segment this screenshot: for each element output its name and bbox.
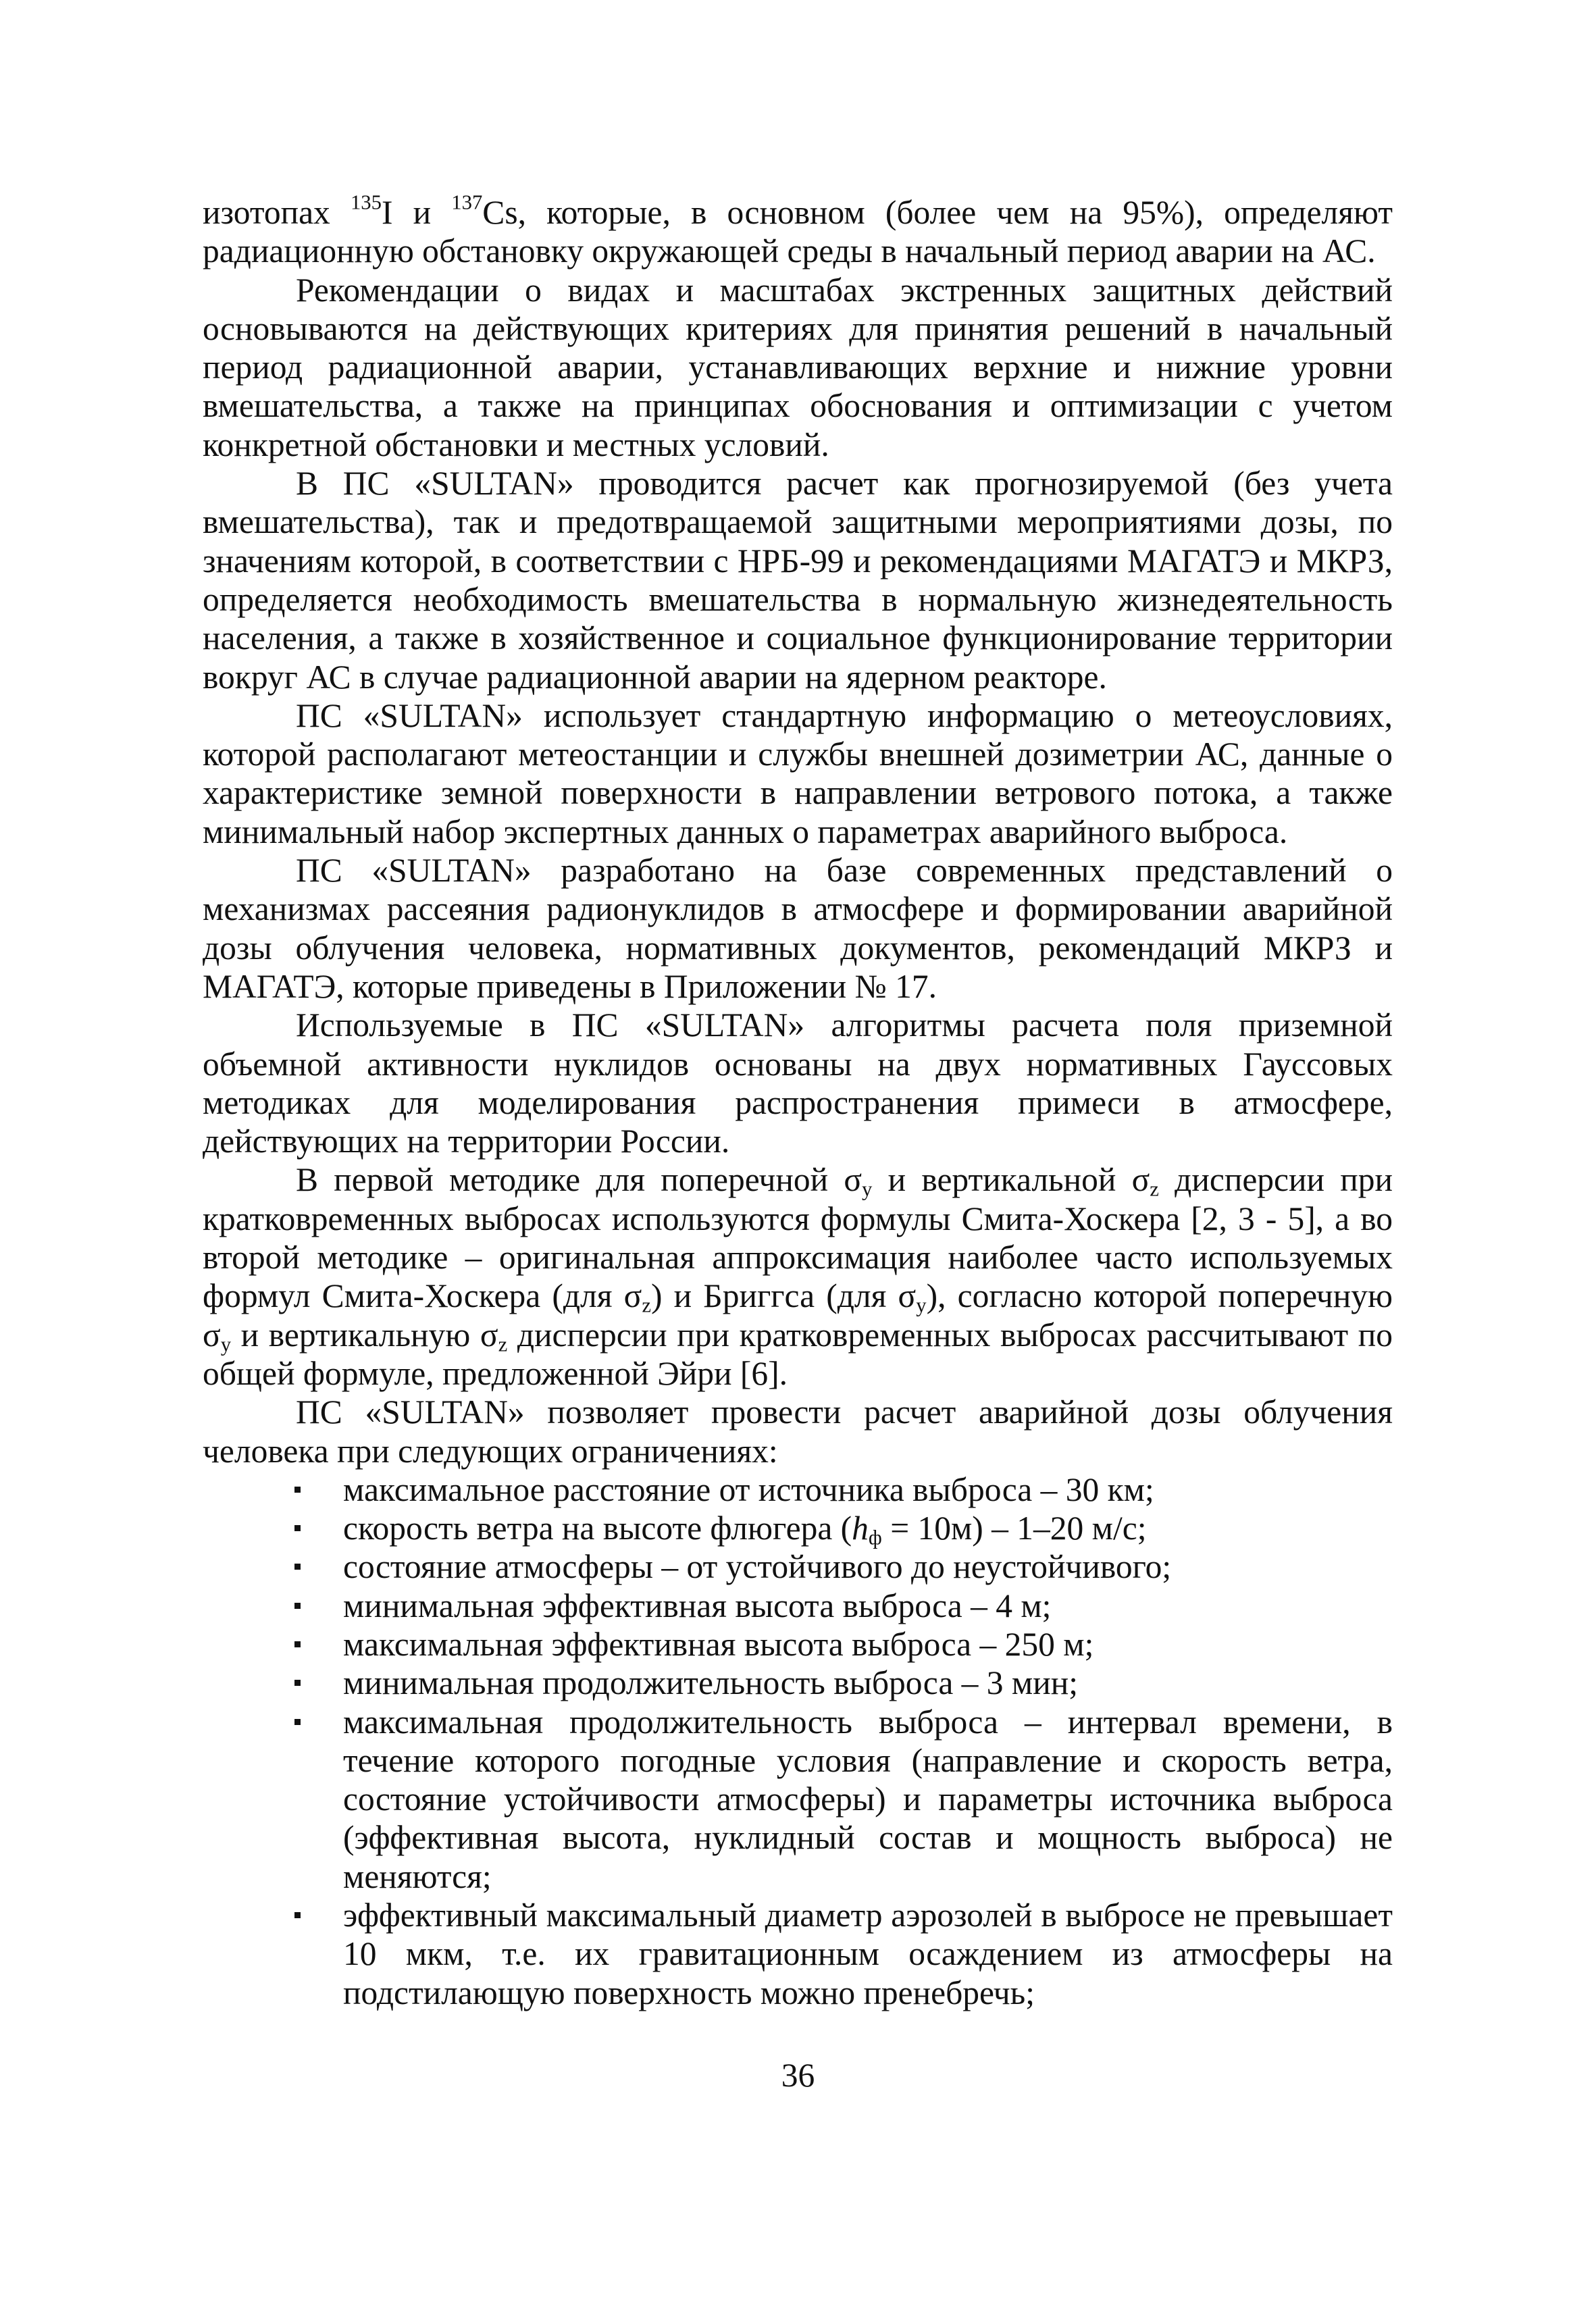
limitations-list bbox=[203, 1470, 1393, 2012]
square-bullet-icon bbox=[294, 1641, 301, 1647]
paragraph-algorithms: Используемые в ПС «SULTAN» алгоритмы расчета поля приземной объемной активности нуклидов основаны на двух нормативных Гауссовых методиках для моделирования распространения примеси в атмосфере, действующих на территории России. bbox=[203, 1006, 1393, 1160]
page-body bbox=[203, 190, 1393, 2012]
square-bullet-icon bbox=[294, 1719, 301, 1725]
paragraph-dose-calculation: В ПС «SULTAN» проводится расчет как прогнозируемой (без учета вмешательства), так и предотвращаемой защитными мероприятиями дозы, по значениям которой, в соответствии с НРБ-99 и рекомендациями МАГАТЭ и МКРЗ, определяется необходимость вмешательства в нормальную жизнедеятельность населения, а также в хозяйственное и социальное функционирование территории вокруг АС в случае радиационной аварии на ядерном реакторе. bbox=[203, 465, 1393, 696]
square-bullet-icon bbox=[294, 1912, 301, 1918]
paragraph-isotopes: изотопах $^{135}$I и $^{137}$Cs, которые, в основном (более чем на 95%), определяют радиационную обстановку окружающей среды в начальный период аварии на АС. bbox=[203, 190, 1393, 270]
paragraph-dispersion-methods: В первой методике для поперечной $\sigma_y$ и вертикальной $\sigma_z$ дисперсии при кратковременных выбросах используются формулы Смита-Хоскера [2, 3 - 5], а во второй методике – оригинальная аппроксимация наиболее часто используемых формул Смита-Хоскера (для $\sigma_z$) и Бриггса (для $\sigma_y$), согласно которой поперечную $\sigma_y$ и вертикальную $\sigma_z$ дисперсии при кратковременных выбросах рассчитывают по общей формуле, предложенной Эйри [6]. bbox=[203, 1161, 1393, 1392]
square-bullet-icon bbox=[294, 1603, 301, 1609]
square-bullet-icon bbox=[294, 1525, 301, 1531]
square-bullet-icon bbox=[294, 1564, 301, 1570]
list-item: максимальное расстояние от источника выброса – 30 км; bbox=[203, 1470, 1393, 1509]
list-item: максимальная продолжительность выброса – интервал времени, в течение которого погодные условия (направление и скорость ветра, состояние устойчивости атмосферы) и параметры источника выброса (эффективная высота, нуклидный состав и мощность выброса) не меняются; bbox=[203, 1703, 1393, 1896]
paragraph-recommendations: Рекомендации о видах и масштабах экстренных защитных действий основываются на действующих критериях для принятия решений в начальный период радиационной аварии, устанавливающих верхние и нижние уровни вмешательства, а также на принципах обоснования и оптимизации с учетом конкретной обстановки и местных условий. bbox=[203, 271, 1393, 463]
page-number: 36 bbox=[781, 2057, 815, 2094]
list-item: максимальная эффективная высота выброса – 250 м; bbox=[203, 1625, 1393, 1664]
square-bullet-icon bbox=[294, 1680, 301, 1686]
list-item: состояние атмосферы – от устойчивого до неустойчивого; bbox=[203, 1547, 1393, 1586]
list-item: эффективный максимальный диаметр аэрозолей в выбросе не превышает 10 мкм, т.е. их гравитационным осаждением из атмосферы на подстилающую поверхность можно пренебречь; bbox=[203, 1896, 1393, 2012]
square-bullet-icon bbox=[294, 1487, 301, 1493]
superscript-mass-number: 135 bbox=[350, 190, 382, 214]
list-item: минимальная эффективная высота выброса – 4 м; bbox=[203, 1587, 1393, 1625]
paragraph-limitations-intro: ПС «SULTAN» позволяет провести расчет аварийной дозы облучения человека при следующих ограничениях: bbox=[203, 1393, 1393, 1470]
superscript-mass-number: 137 bbox=[451, 190, 483, 214]
list-item: минимальная продолжительность выброса – 3 мин; bbox=[203, 1664, 1393, 1702]
list-item: скорость ветра на высоте флюгера $(h_ф = 10м) - 1-20$ м/с; bbox=[203, 1509, 1393, 1547]
paragraph-basis: ПС «SULTAN» разработано на базе современных представлений о механизмах рассеяния радионуклидов в атмосфере и формировании аварийной дозы облучения человека, нормативных документов, рекомендаций МКРЗ и МАГАТЭ, которые приведены в Приложении № 17. bbox=[203, 852, 1393, 1005]
paragraph-meteo-info: ПС «SULTAN» использует стандартную информацию о метеоусловиях, которой располагают метеостанции и службы внешней дозиметрии АС, данные о характеристике земной поверхности в направлении ветрового потока, а также минимальный набор экспертных данных о параметрах аварийного выброса. bbox=[203, 696, 1393, 850]
